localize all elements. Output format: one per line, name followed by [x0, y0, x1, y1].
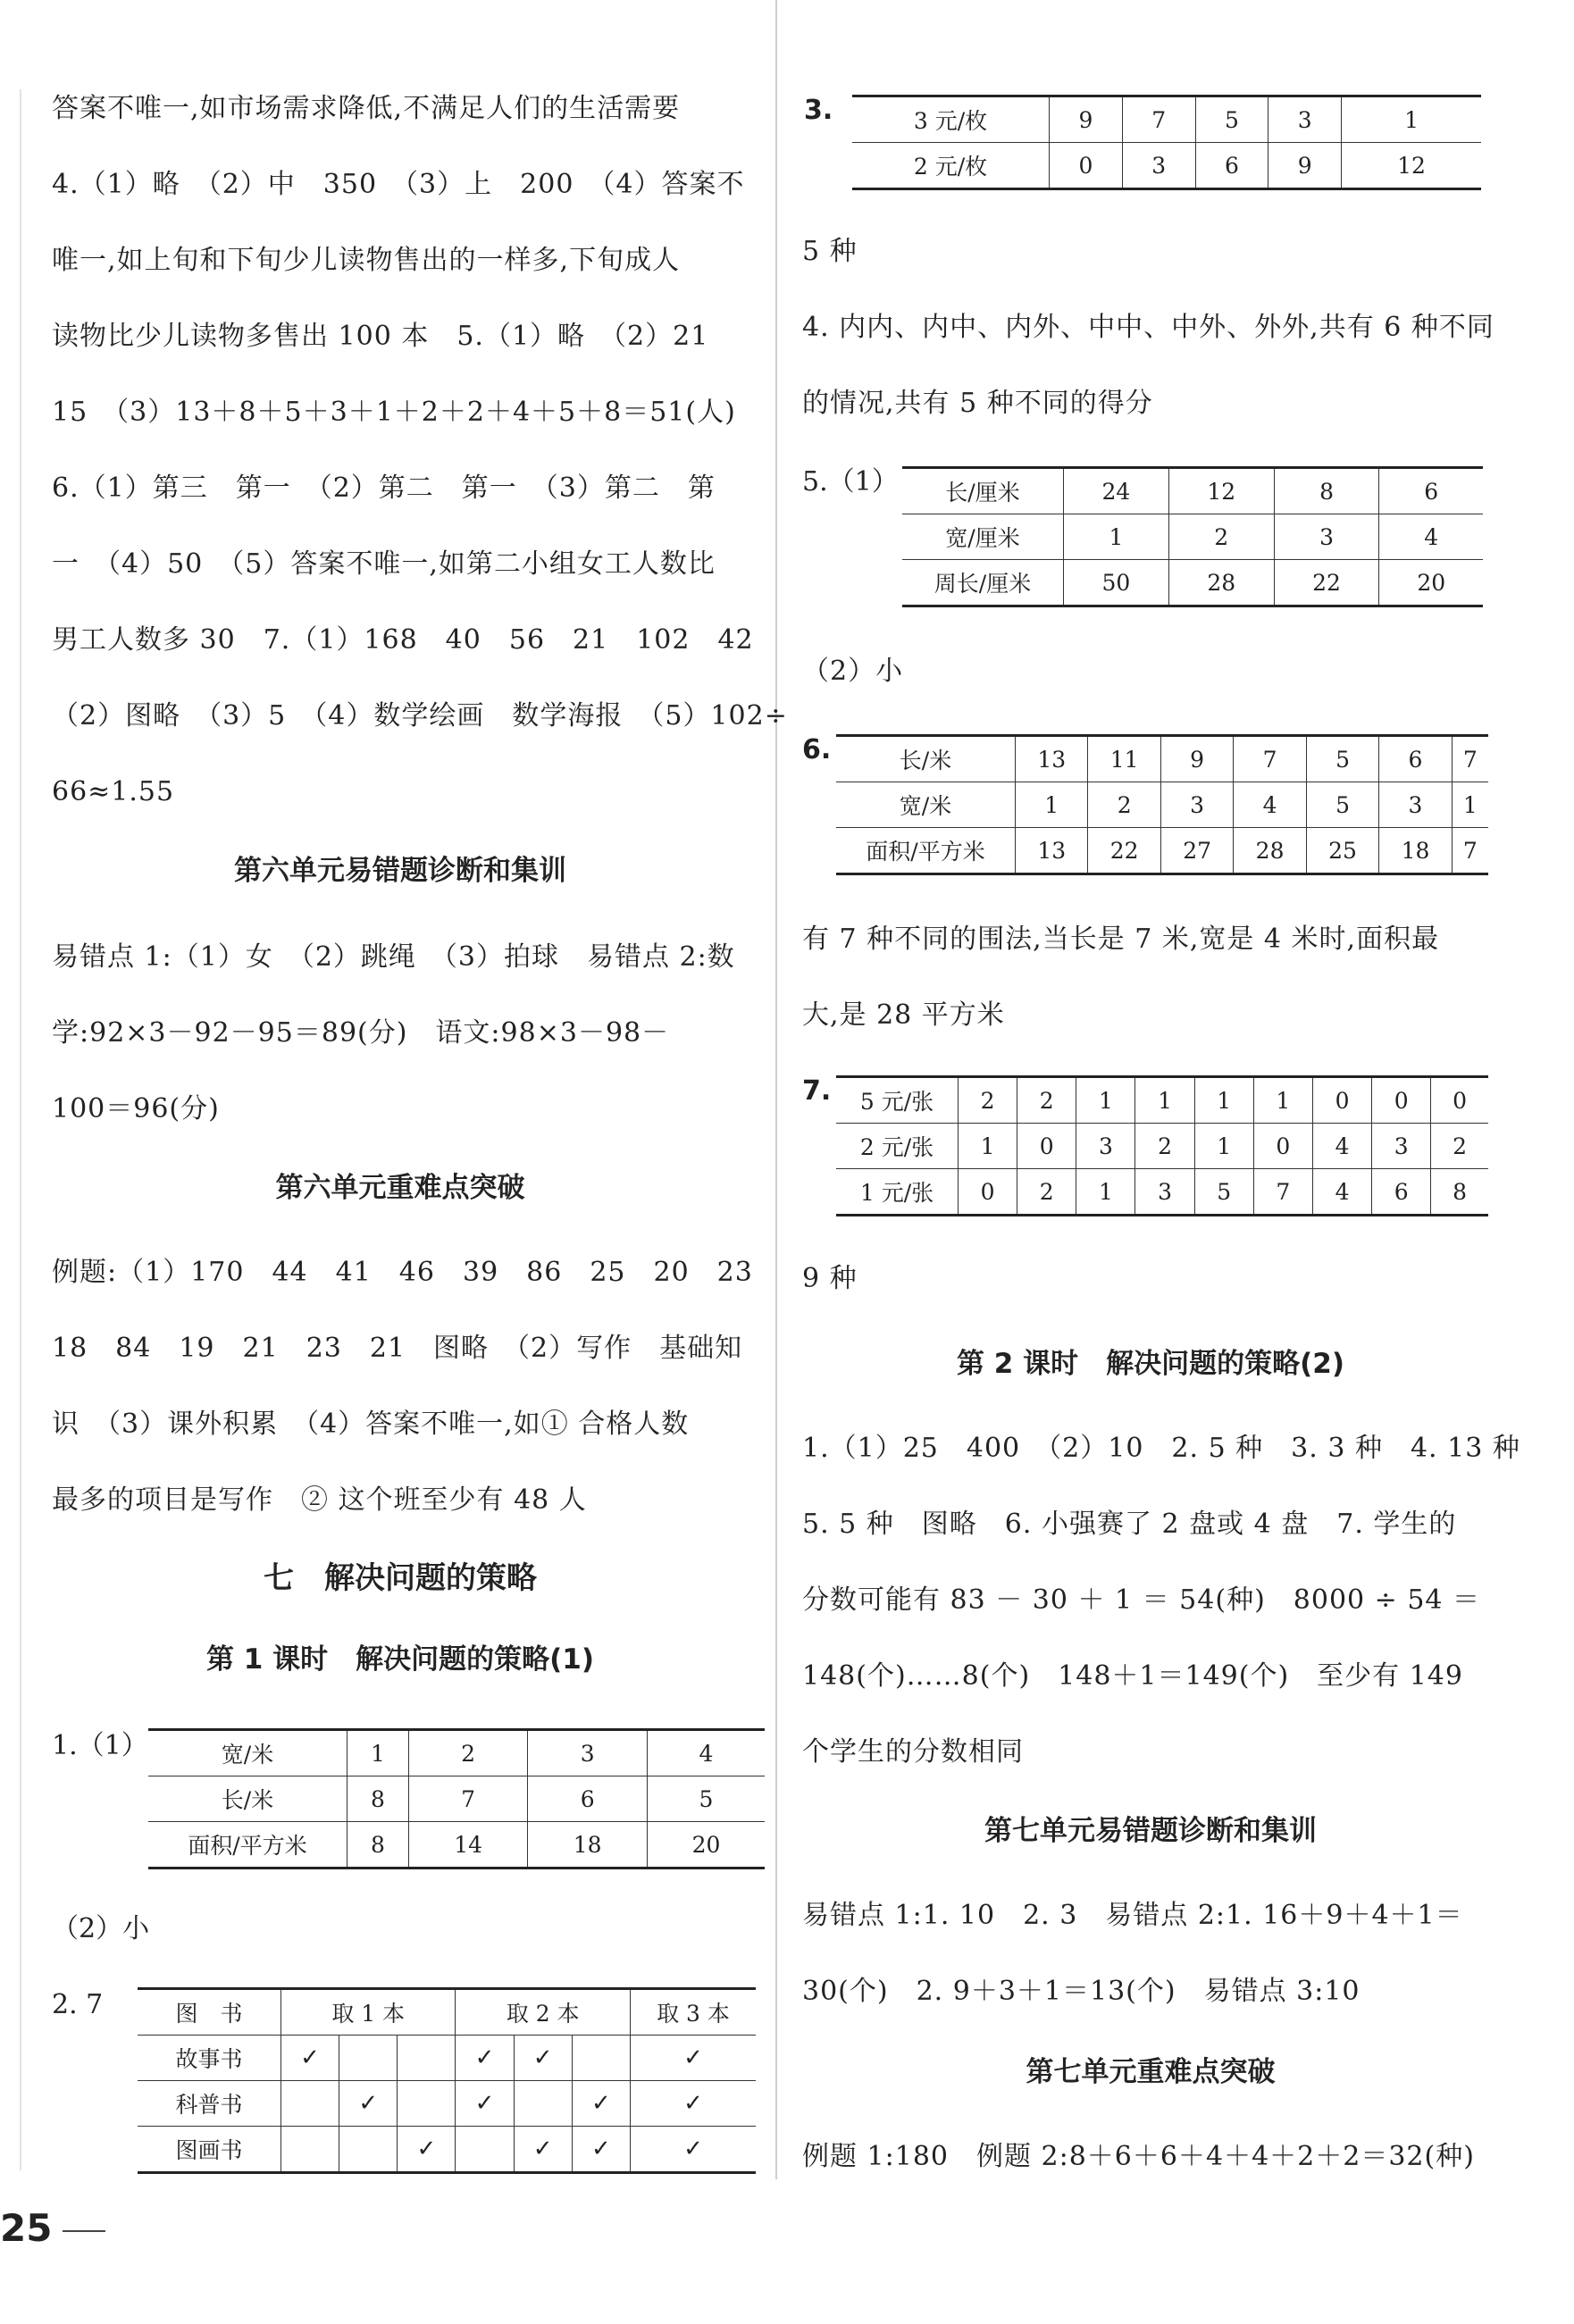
table-row [138, 2127, 756, 2173]
lesson-title: 第 2 课时 解决问题的策略(2) [956, 1348, 1345, 1380]
table-cell: 7 [1452, 736, 1488, 782]
section-heading: 第七单元重难点突破 [1026, 2056, 1276, 2088]
check-cell: ✓ [398, 2127, 456, 2173]
table-cell: 3 元/枚 [852, 96, 1050, 143]
table-cell: 6 [1379, 736, 1452, 782]
table-row [138, 1989, 756, 2036]
check-cell: ✓ [631, 2081, 757, 2127]
text-line: 1.（1）25 400 （2）10 2. 5 种 3. 3 种 4. 13 种 [802, 1433, 1520, 1464]
table-cell: 长/米 [148, 1776, 347, 1822]
answer-text: 9 种 [802, 1263, 858, 1294]
table-cell: 20 [1379, 560, 1483, 606]
table-cell: 25 [1306, 828, 1378, 874]
table-cell: 22 [1088, 828, 1160, 874]
text-line: 答案不唯一,如市场需求降低,不满足人们的生活需要 [52, 93, 681, 124]
table-cell: 18 [528, 1822, 648, 1868]
table-cell: 1 元/张 [836, 1169, 959, 1216]
table-cell: 9 [1160, 736, 1233, 782]
text-line: 一 （4）50 （5）答案不唯一,如第二小组女工人数比 [52, 548, 716, 580]
text-line: 个学生的分数相同 [802, 1736, 1024, 1768]
table-cell: 取 3 本 [631, 1989, 757, 2036]
question-label: 2. 7 [52, 1989, 104, 2020]
table-row [148, 1822, 765, 1868]
text-line: 易错点 1:（1）女 （2）跳绳 （3）拍球 易错点 2:数 [52, 941, 735, 973]
text-line: 148(个)……8(个) 148＋1＝149(个) 至少有 149 [802, 1660, 1463, 1692]
table-cell: 1 [1194, 1124, 1253, 1169]
table-cell: 7 [408, 1776, 528, 1822]
table-cell: 0 [1431, 1077, 1488, 1124]
table-cell: 5 [1195, 96, 1268, 143]
question-label: 5.（1） [802, 466, 899, 497]
table-row [836, 1169, 1488, 1216]
table-cell: 5 [1194, 1169, 1253, 1216]
text-line: 30(个) 2. 9＋3＋1＝13(个) 易错点 3:10 [802, 1976, 1361, 2007]
text-line: 6.（1）第三 第一 （2）第二 第一 （3）第二 第 [52, 472, 716, 504]
page-number-dash [63, 2230, 105, 2232]
table-cell: 宽/米 [148, 1730, 347, 1776]
check-cell [514, 2081, 572, 2127]
table-cell: 2 [408, 1730, 528, 1776]
table-cell: 3 [1135, 1169, 1194, 1216]
table-cell: 3 [1160, 782, 1233, 828]
text-line: 18 84 19 21 23 21 图略 （2）写作 基础知 [52, 1333, 743, 1364]
table-cell: 13 [1016, 828, 1088, 874]
text-line: 易错点 1:1. 10 2. 3 易错点 2:1. 16＋9＋4＋1＝ [802, 1900, 1463, 1931]
table-cell: 宽/米 [836, 782, 1016, 828]
table-row [836, 782, 1488, 828]
table-cell: 2 元/张 [836, 1124, 959, 1169]
text-line: 100＝96(分) [52, 1093, 220, 1124]
table-cell: 3 [1274, 514, 1379, 560]
table-row [902, 560, 1483, 606]
table-cell: 2 元/枚 [852, 143, 1050, 189]
table-cell: 2 [1431, 1124, 1488, 1169]
check-cell: ✓ [514, 2036, 572, 2081]
text-line: 识 （3）课外积累 （4）答案不唯一,如① 合格人数 [52, 1409, 690, 1440]
question-label: 3. [804, 95, 833, 126]
table-cell: 面积/平方米 [836, 828, 1016, 874]
check-cell: ✓ [572, 2081, 630, 2127]
table-cell: 取 2 本 [456, 1989, 631, 2036]
text-line: 5. 5 种 图略 6. 小强赛了 2 盘或 4 盘 7. 学生的 [802, 1509, 1457, 1540]
table-cell: 11 [1088, 736, 1160, 782]
question-label: 1.（1） [52, 1730, 148, 1761]
table-cell: 3 [1268, 96, 1342, 143]
table-cell: 1 [347, 1730, 409, 1776]
check-cell [398, 2036, 456, 2081]
table-row [138, 2036, 756, 2081]
table-cell: 4 [1379, 514, 1483, 560]
table-cell: 2 [1017, 1077, 1076, 1124]
table-cell: 9 [1268, 143, 1342, 189]
text-line: 例题 1:180 例题 2:8＋6＋6＋4＋4＋2＋2＝32(种) [802, 2141, 1475, 2172]
text-line: 最多的项目是写作 ② 这个班至少有 48 人 [52, 1484, 587, 1516]
unit-title: 七 解决问题的策略 [264, 1560, 537, 1596]
table-cell: 7 [1253, 1169, 1312, 1216]
table-cell: 28 [1168, 560, 1274, 606]
table-row [148, 1730, 765, 1776]
table-row [148, 1776, 765, 1822]
table-cell: 2 [1088, 782, 1160, 828]
table-cell: 13 [1016, 736, 1088, 782]
table-cell: 0 [959, 1169, 1017, 1216]
table-cell: 6 [1372, 1169, 1431, 1216]
table-cell: 1 [1253, 1077, 1312, 1124]
check-cell: ✓ [572, 2127, 630, 2173]
table-row [836, 1124, 1488, 1169]
page-edge-line [20, 89, 21, 2170]
lesson-title: 第 1 课时 解决问题的策略(1) [205, 1643, 595, 1676]
table-cell: 5 [1306, 736, 1378, 782]
table-cell: 3 [1122, 143, 1195, 189]
q5-table [902, 466, 1483, 607]
table-cell: 0 [1312, 1077, 1371, 1124]
table-row [836, 736, 1488, 782]
table-row [852, 143, 1481, 189]
q2-table [138, 1987, 756, 2174]
answer-text: （2）小 [802, 656, 904, 687]
text-line: 大,是 28 平方米 [802, 999, 1005, 1031]
table-cell: 1 [1342, 96, 1481, 143]
section-heading: 第六单元重难点突破 [275, 1172, 525, 1204]
table-cell: 8 [347, 1822, 409, 1868]
table-cell: 图画书 [138, 2127, 281, 2173]
text-line: 的情况,共有 5 种不同的得分 [802, 388, 1153, 419]
text-line: 分数可能有 83 － 30 ＋ 1 ＝ 54(种) 8000 ÷ 54 ＝ [802, 1584, 1481, 1616]
table-row [836, 1077, 1488, 1124]
table-cell: 0 [1017, 1124, 1076, 1169]
table-row [902, 514, 1483, 560]
question-label: 6. [802, 734, 832, 765]
q6-table [836, 734, 1488, 875]
answer-text: 5 种 [802, 236, 858, 267]
table-cell: 5 元/张 [836, 1077, 959, 1124]
table-cell: 14 [408, 1822, 528, 1868]
table-cell: 9 [1050, 96, 1123, 143]
text-line: 66≈1.55 [52, 776, 175, 807]
table-cell: 1 [1135, 1077, 1194, 1124]
table-row [138, 2081, 756, 2127]
check-cell: ✓ [514, 2127, 572, 2173]
table-cell: 28 [1234, 828, 1306, 874]
table-cell: 6 [1195, 143, 1268, 189]
table-cell: 长/米 [836, 736, 1016, 782]
table-cell: 8 [1431, 1169, 1488, 1216]
check-cell [572, 2036, 630, 2081]
q1-table [148, 1728, 765, 1869]
table-cell: 长/厘米 [902, 468, 1064, 514]
answer-text: （2）小 [52, 1913, 150, 1944]
table-cell: 4 [1312, 1169, 1371, 1216]
check-cell: ✓ [456, 2081, 514, 2127]
table-cell: 7 [1234, 736, 1306, 782]
check-cell [281, 2081, 339, 2127]
text-line: 4.（1）略 （2）中 350 （3）上 200 （4）答案不 [52, 169, 745, 200]
table-cell: 6 [528, 1776, 648, 1822]
check-cell [281, 2127, 339, 2173]
table-cell: 2 [1135, 1124, 1194, 1169]
section-heading: 第六单元易错题诊断和集训 [234, 855, 566, 887]
table-cell: 7 [1452, 828, 1488, 874]
text-line: 男工人数多 30 7.（1）168 40 56 21 102 42 [52, 624, 754, 656]
table-cell: 图 书 [138, 1989, 281, 2036]
check-cell: ✓ [456, 2036, 514, 2081]
table-cell: 1 [1452, 782, 1488, 828]
table-cell: 3 [528, 1730, 648, 1776]
table-cell: 1 [1076, 1169, 1135, 1216]
table-cell: 4 [1234, 782, 1306, 828]
table-row [836, 828, 1488, 874]
table-cell: 面积/平方米 [148, 1822, 347, 1868]
table-cell: 0 [1253, 1124, 1312, 1169]
table-cell: 7 [1122, 96, 1195, 143]
table-cell: 8 [1274, 468, 1379, 514]
text-line: 学:92×3－92－95＝89(分) 语文:98×3－98－ [52, 1017, 670, 1049]
table-cell: 27 [1160, 828, 1233, 874]
text-line: 15 （3）13＋8＋5＋3＋1＋2＋2＋4＋5＋8＝51(人) [52, 397, 736, 428]
table-cell: 0 [1372, 1077, 1431, 1124]
table-cell: 1 [1016, 782, 1088, 828]
text-line: 读物比少儿读物多售出 100 本 5.（1）略 （2）21 [52, 321, 709, 352]
table-cell: 3 [1379, 782, 1452, 828]
q3-table [852, 95, 1481, 190]
check-cell: ✓ [339, 2081, 398, 2127]
table-cell: 1 [1076, 1077, 1135, 1124]
check-cell [456, 2127, 514, 2173]
table-cell: 22 [1274, 560, 1379, 606]
table-cell: 3 [1076, 1124, 1135, 1169]
table-cell: 1 [1194, 1077, 1253, 1124]
table-cell: 故事书 [138, 2036, 281, 2081]
table-cell: 6 [1379, 468, 1483, 514]
column-divider [775, 0, 777, 2179]
table-cell: 2 [1168, 514, 1274, 560]
question-label: 7. [802, 1075, 832, 1107]
table-cell: 12 [1168, 468, 1274, 514]
table-cell: 18 [1379, 828, 1452, 874]
table-cell: 20 [647, 1822, 765, 1868]
check-cell: ✓ [631, 2127, 757, 2173]
check-cell: ✓ [281, 2036, 339, 2081]
table-cell: 3 [1372, 1124, 1431, 1169]
table-cell: 科普书 [138, 2081, 281, 2127]
page-number: 25 [0, 2206, 53, 2250]
table-cell: 取 1 本 [281, 1989, 456, 2036]
text-line: 例题:（1）170 44 41 46 39 86 25 20 23 [52, 1257, 753, 1288]
q7-table [836, 1075, 1488, 1216]
check-cell [339, 2036, 398, 2081]
text-line: （2）图略 （3）5 （4）数学绘画 数学海报 （5）102÷ [52, 700, 788, 731]
text-line: 4. 内内、内中、内外、中中、中外、外外,共有 6 种不同 [802, 312, 1494, 343]
table-cell: 4 [647, 1730, 765, 1776]
section-heading: 第七单元易错题诊断和集训 [984, 1815, 1317, 1847]
table-cell: 8 [347, 1776, 409, 1822]
check-cell [398, 2081, 456, 2127]
text-line: 有 7 种不同的围法,当长是 7 米,宽是 4 米时,面积最 [802, 924, 1440, 955]
table-cell: 4 [1312, 1124, 1371, 1169]
check-cell [339, 2127, 398, 2173]
table-cell: 2 [1017, 1169, 1076, 1216]
table-cell: 12 [1342, 143, 1481, 189]
table-cell: 5 [1306, 782, 1378, 828]
table-cell: 周长/厘米 [902, 560, 1064, 606]
table-cell: 5 [647, 1776, 765, 1822]
table-cell: 2 [959, 1077, 1017, 1124]
check-cell: ✓ [631, 2036, 757, 2081]
table-row [902, 468, 1483, 514]
table-cell: 1 [1064, 514, 1169, 560]
table-cell: 50 [1064, 560, 1169, 606]
table-cell: 0 [1050, 143, 1123, 189]
table-cell: 宽/厘米 [902, 514, 1064, 560]
table-cell: 24 [1064, 468, 1169, 514]
table-cell: 1 [959, 1124, 1017, 1169]
text-line: 唯一,如上旬和下旬少儿读物售出的一样多,下旬成人 [52, 245, 681, 276]
table-row [852, 96, 1481, 143]
